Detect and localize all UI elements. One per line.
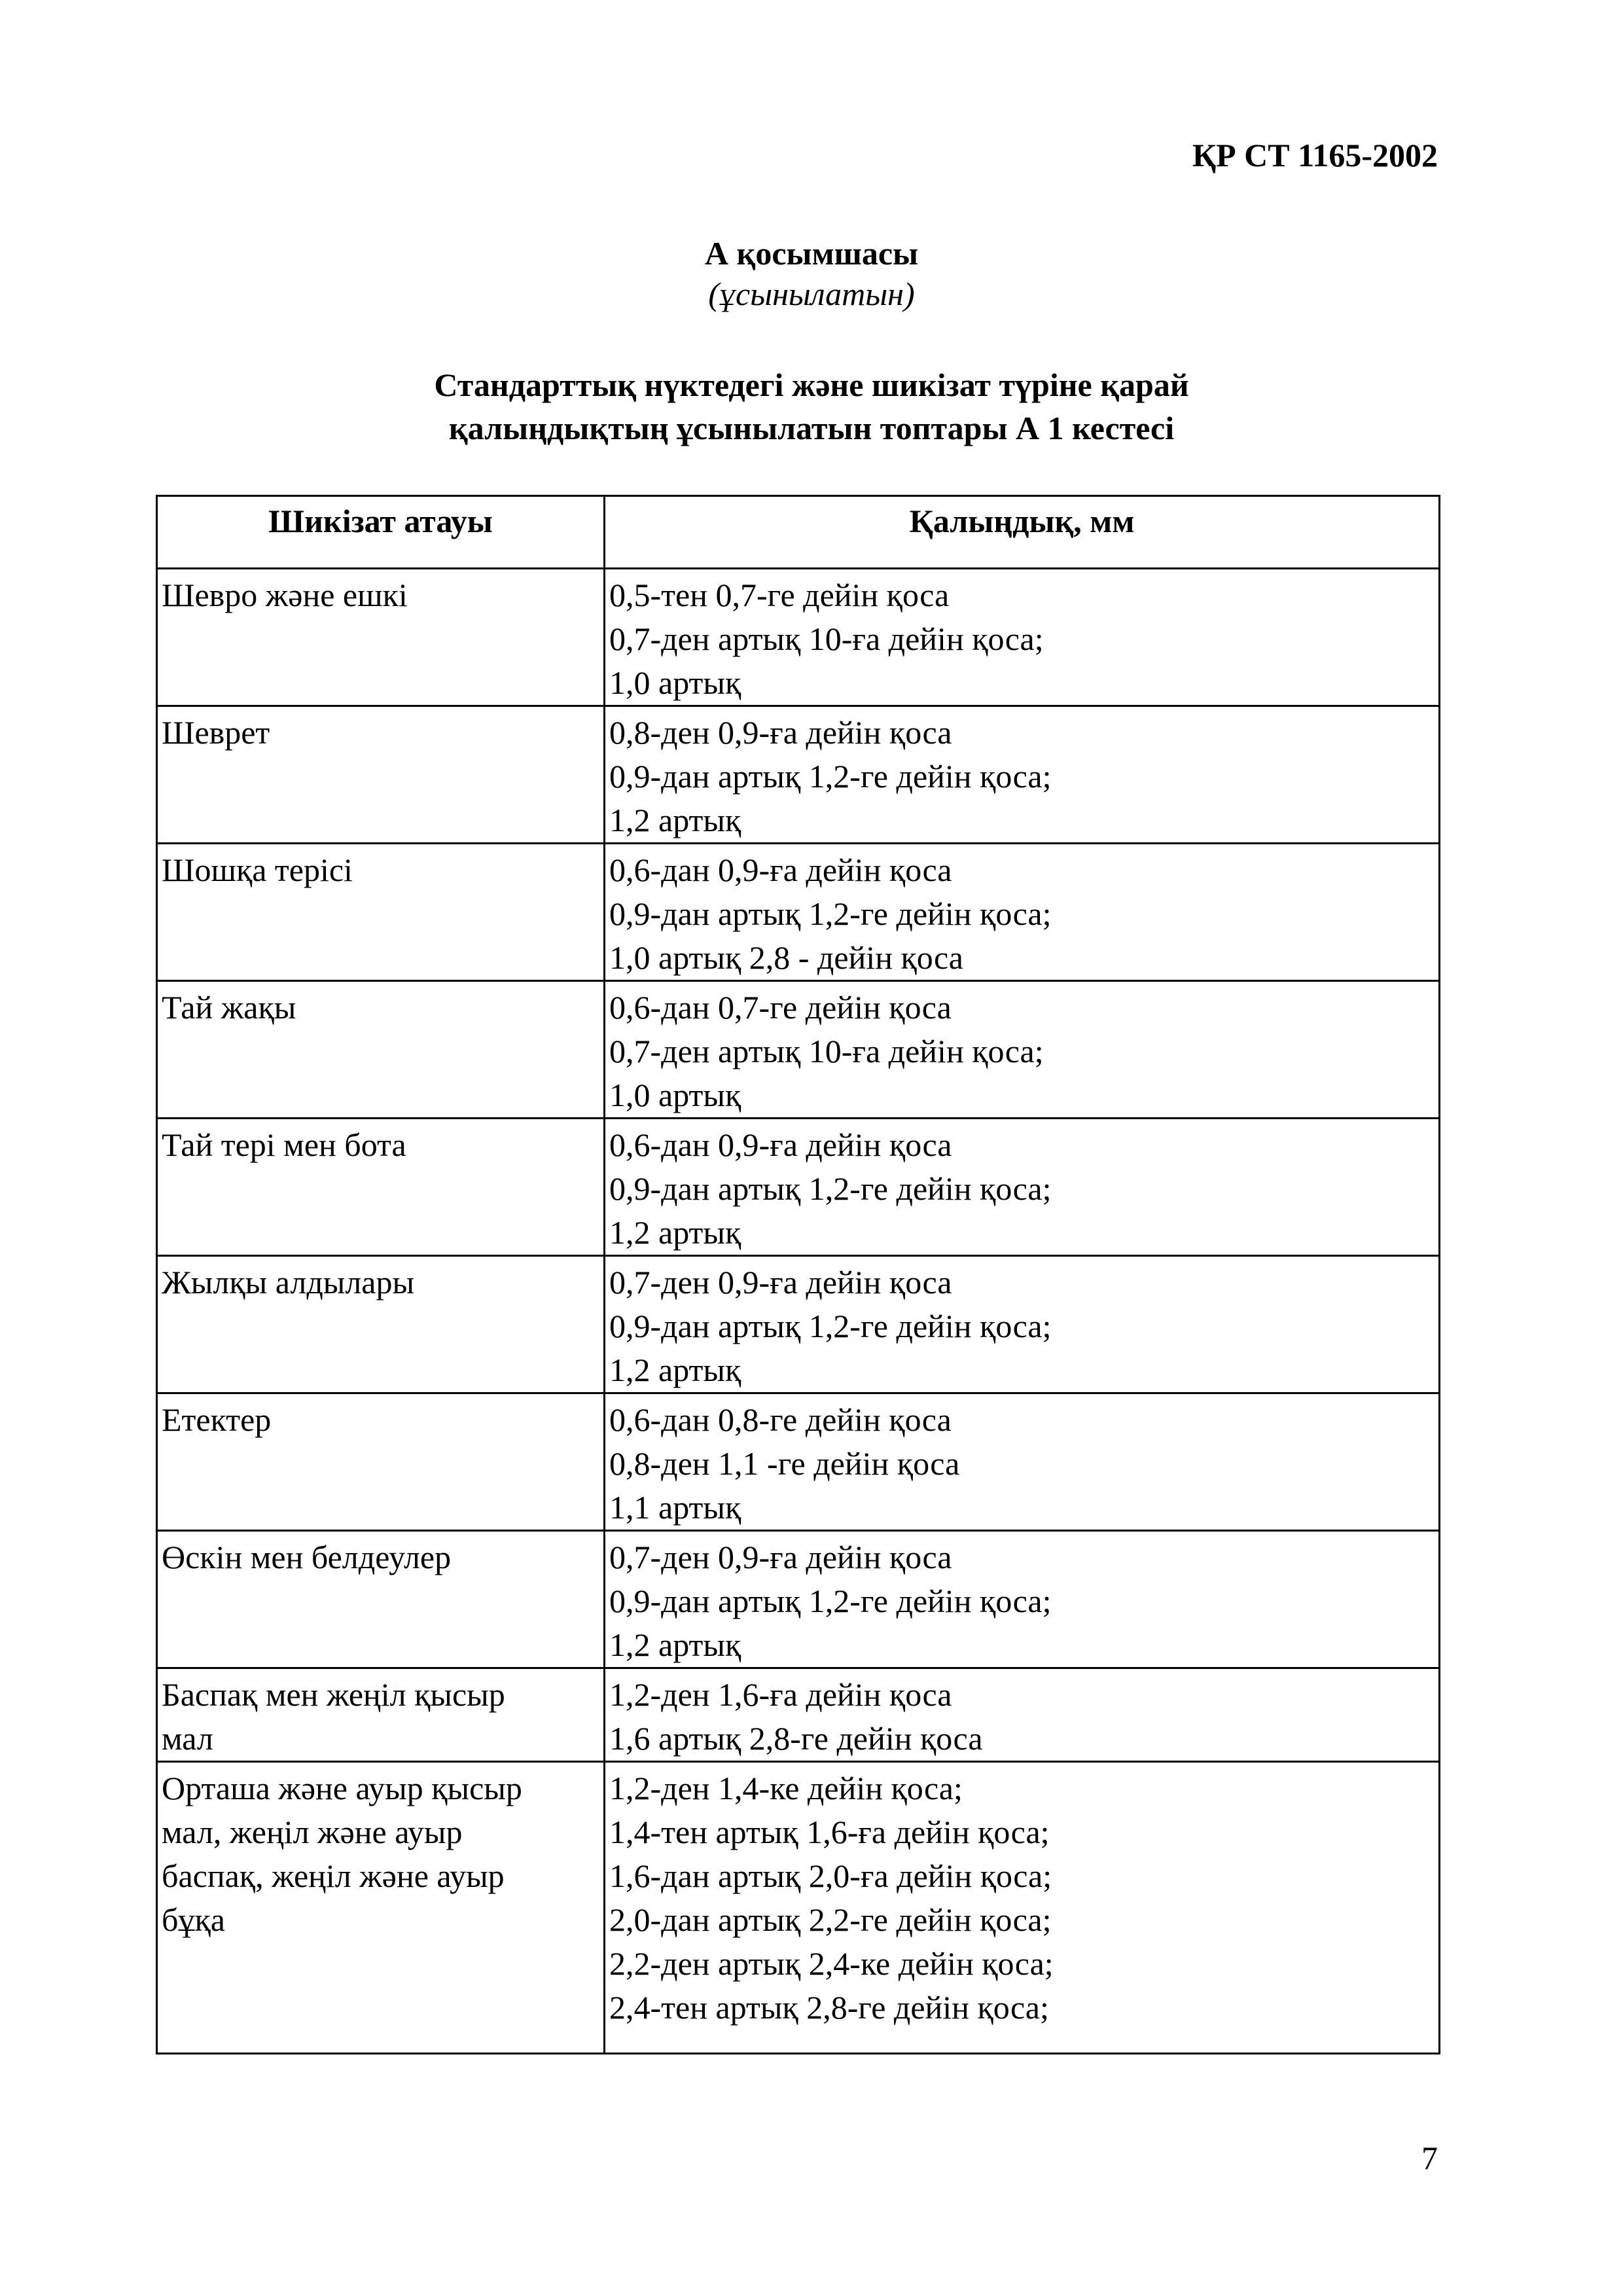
document-code: ҚР СТ 1165-2002 <box>1192 137 1438 173</box>
cell-thickness <box>605 569 1440 706</box>
thickness-range-line: 1,2 артық <box>609 1214 741 1251</box>
cell-thickness <box>605 981 1440 1119</box>
cell-thickness <box>605 1762 1440 2054</box>
thickness-range-line: 1,6 артық 2,8-ге дейін қоса <box>609 1720 983 1757</box>
table-row <box>157 1256 1440 1393</box>
thickness-range-line: 0,7-ден 0,9-ға дейін қоса <box>609 1264 952 1300</box>
thickness-range-line: 0,6-дан 0,9-ға дейін қоса <box>609 1126 952 1163</box>
raw-material-name-line: Шевро және ешкі <box>162 577 408 613</box>
cell-raw-material-name <box>157 981 605 1119</box>
thickness-range-line: 0,6-дан 0,9-ға дейін қоса <box>609 852 952 888</box>
raw-material-name-line: Баспақ мен жеңіл қысыр <box>162 1676 505 1713</box>
table-title <box>0 363 1623 450</box>
thickness-range-line: 2,0-дан артық 2,2-ге дейін қоса; <box>609 1901 1052 1938</box>
thickness-range-line: 0,9-дан артық 1,2-ге дейін қоса; <box>609 758 1052 795</box>
raw-material-name-line: мал, жеңіл және ауыр <box>162 1814 463 1850</box>
page-number: 7 <box>1421 2140 1438 2176</box>
table-body <box>157 569 1440 2054</box>
cell-raw-material-name <box>157 1531 605 1668</box>
thickness-range-line: 1,2 артық <box>609 1626 741 1663</box>
thickness-range-line: 1,2-ден 1,6-ға дейін қоса <box>609 1676 952 1713</box>
table-title-line-1: Стандарттық нүктедегі және шикізат түріне қарай <box>434 367 1189 403</box>
thickness-range-line: 1,6-дан артық 2,0-ға дейін қоса; <box>609 1857 1052 1894</box>
raw-material-name-line: Жылқы алдылары <box>162 1264 415 1300</box>
thickness-range-line: 0,9-дан артық 1,2-ге дейін қоса; <box>609 895 1052 932</box>
header-raw-material-name: Шикізат атауы <box>157 496 605 569</box>
table-row <box>157 844 1440 981</box>
cell-raw-material-name <box>157 1762 605 2054</box>
table-title-line-2: қалыңдықтың ұсынылатын топтары А 1 кестесі <box>448 410 1175 446</box>
thickness-range-line: 0,6-дан 0,8-ге дейін қоса <box>609 1401 952 1438</box>
thickness-range-line: 0,5-тен 0,7-ге дейін қоса <box>609 577 950 613</box>
cell-raw-material-name <box>157 1256 605 1393</box>
raw-material-name-line: баспақ, жеңіл және ауыр <box>162 1857 505 1894</box>
thickness-range-line: 1,0 артық <box>609 664 741 701</box>
raw-material-name-line: Тай жақы <box>162 989 296 1026</box>
thickness-range-line: 1,4-тен артық 1,6-ға дейін қоса; <box>609 1814 1050 1850</box>
cell-raw-material-name <box>157 1119 605 1256</box>
table-row <box>157 981 1440 1119</box>
thickness-range-line: 0,7-ден 0,9-ға дейін қоса <box>609 1539 952 1575</box>
table-row <box>157 706 1440 844</box>
appendix-title: А қосымшасы <box>704 235 919 272</box>
table-row <box>157 1119 1440 1256</box>
thickness-range-line: 0,9-дан артық 1,2-ге дейін қоса; <box>609 1170 1052 1207</box>
thickness-range-line: 1,1 артық <box>609 1489 741 1526</box>
table-row <box>157 1668 1440 1762</box>
thickness-range-line: 0,6-дан 0,7-ге дейін қоса <box>609 989 952 1026</box>
cell-thickness <box>605 1531 1440 1668</box>
thickness-range-line: 2,4-тен артық 2,8-ге дейін қоса; <box>609 1989 1049 2026</box>
thickness-groups-table <box>156 495 1440 2054</box>
table-row <box>157 1531 1440 1668</box>
thickness-range-line: 0,8-ден 0,9-ға дейін қоса <box>609 714 952 751</box>
table-header-row <box>157 496 1440 569</box>
raw-material-name-line: Өскін мен белдеулер <box>162 1539 452 1575</box>
table-row <box>157 1762 1440 2054</box>
raw-material-name-line: Шошқа терісі <box>162 852 353 888</box>
thickness-range-line: 2,2-ден артық 2,4-ке дейін қоса; <box>609 1945 1054 1982</box>
thickness-range-line: 1,0 артық 2,8 - дейін қоса <box>609 939 963 976</box>
cell-thickness <box>605 1256 1440 1393</box>
thickness-range-line: 1,0 артық <box>609 1077 741 1113</box>
cell-thickness <box>605 1668 1440 1762</box>
table-row <box>157 569 1440 706</box>
thickness-range-line: 1,2 артық <box>609 1352 741 1388</box>
cell-raw-material-name <box>157 706 605 844</box>
thickness-range-line: 0,7-ден артық 10-ға дейін қоса; <box>609 1033 1044 1069</box>
raw-material-name-line: Тай тері мен бота <box>162 1126 406 1163</box>
thickness-range-line: 0,9-дан артық 1,2-ге дейін қоса; <box>609 1583 1052 1619</box>
cell-thickness <box>605 844 1440 981</box>
thickness-range-line: 0,7-ден артық 10-ға дейін қоса; <box>609 620 1044 657</box>
thickness-range-line: 1,2-ден 1,4-ке дейін қоса; <box>609 1770 963 1806</box>
cell-thickness <box>605 706 1440 844</box>
cell-raw-material-name <box>157 569 605 706</box>
cell-thickness <box>605 1119 1440 1256</box>
raw-material-name-line: бұқа <box>162 1901 225 1938</box>
raw-material-name-line: Шеврет <box>162 714 270 751</box>
cell-raw-material-name <box>157 1668 605 1762</box>
raw-material-name-line: Етектер <box>162 1401 272 1438</box>
thickness-range-line: 0,8-ден 1,1 -ге дейін қоса <box>609 1445 960 1482</box>
cell-raw-material-name <box>157 1393 605 1531</box>
table-row <box>157 1393 1440 1531</box>
raw-material-name-line: мал <box>162 1720 213 1757</box>
cell-raw-material-name <box>157 844 605 981</box>
header-thickness: Қалыңдық, мм <box>605 496 1440 569</box>
cell-thickness <box>605 1393 1440 1531</box>
raw-material-name-line: Орташа және ауыр қысыр <box>162 1770 522 1806</box>
thickness-range-line: 0,9-дан артық 1,2-ге дейін қоса; <box>609 1308 1052 1344</box>
thickness-range-line: 1,2 артық <box>609 802 741 838</box>
appendix-status: (ұсынылатын) <box>708 276 915 312</box>
